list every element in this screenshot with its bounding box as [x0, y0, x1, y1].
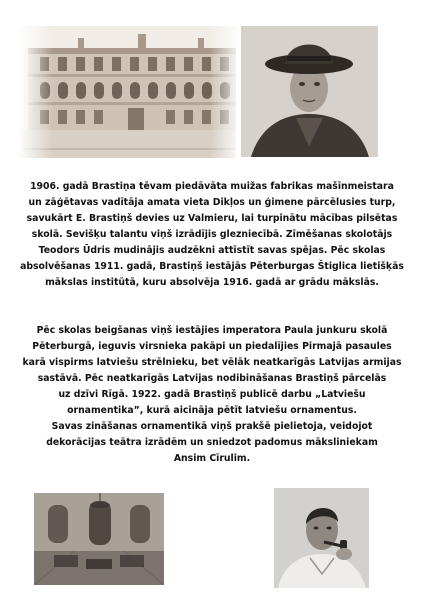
biography-paragraph-2: [14, 323, 410, 467]
biography-paragraph-1: [14, 179, 410, 291]
text-line: dekorācijas teātra izrādēm un sniedzot padomus māksliniekam: [46, 437, 378, 448]
text-line: Pēterburgā, ieguvis virsnieka pakāpi un piedalījies Pirmajā pasaules: [32, 341, 392, 352]
text-line: sastāvā. Pēc neatkarīgās Latvijas nodibināšanas Brastiņš pārcelās: [37, 373, 387, 384]
text-line: Savas zināšanas ornamentikā viņš prakšē pielietoja, veidojot: [51, 421, 373, 432]
text-line: 1906. gadā Brastiņa tēvam piedāvāta muižas fabrikas mašīnmeistara: [30, 181, 394, 192]
building-photo: [18, 26, 236, 158]
text-line: absolvēšanas 1911. gadā, Brastiņš iestājās Pēterburgas Štiglica lietišķās: [20, 261, 404, 272]
text-line: Teodors Ūdris mudinājis audzēkni attīstīt savas spējas. Pēc skolas: [38, 245, 386, 256]
text-line: Pēc skolas beigšanas viņš iestājies imperatora Paula junkuru skolā: [36, 325, 388, 336]
text-line: savukārt E. Brastiņš devies uz Valmieru, lai turpinātu mācības pilsētas: [26, 213, 398, 224]
text-line: karā vispirms latviešu strēlnieku, bet vēlāk neatkarīgās Latvijas armijas: [22, 357, 402, 368]
text-line: un zāģētavas vadītāja amata vieta Dikļos un ģimene pārcēlusies turp,: [28, 197, 396, 208]
portrait-photo: [241, 26, 378, 157]
interior-photo: [34, 493, 164, 585]
text-line: mākslas institūtā, kuru absolvēja 1916. gadā ar grādu mākslās.: [45, 277, 379, 288]
building-illustration: [18, 26, 236, 158]
text-line: skolā. Sevišķu talantu viņš izrādījis glezniecībā. Zīmēšanas skolotājs: [31, 229, 393, 240]
painter-illustration: [274, 488, 369, 588]
text-line: Ansim Cīrulim.: [173, 453, 251, 464]
painter-photo: [274, 488, 369, 588]
text-line: ornamentika”, kurā aicināja pētīt latviešu ornamentus.: [67, 405, 357, 416]
text-line: uz dzīvi Rīgā. 1922. gadā Brastiņš publicē darbu „Latviešu: [58, 389, 366, 400]
interior-illustration: [34, 493, 164, 585]
portrait-illustration: [241, 26, 378, 157]
